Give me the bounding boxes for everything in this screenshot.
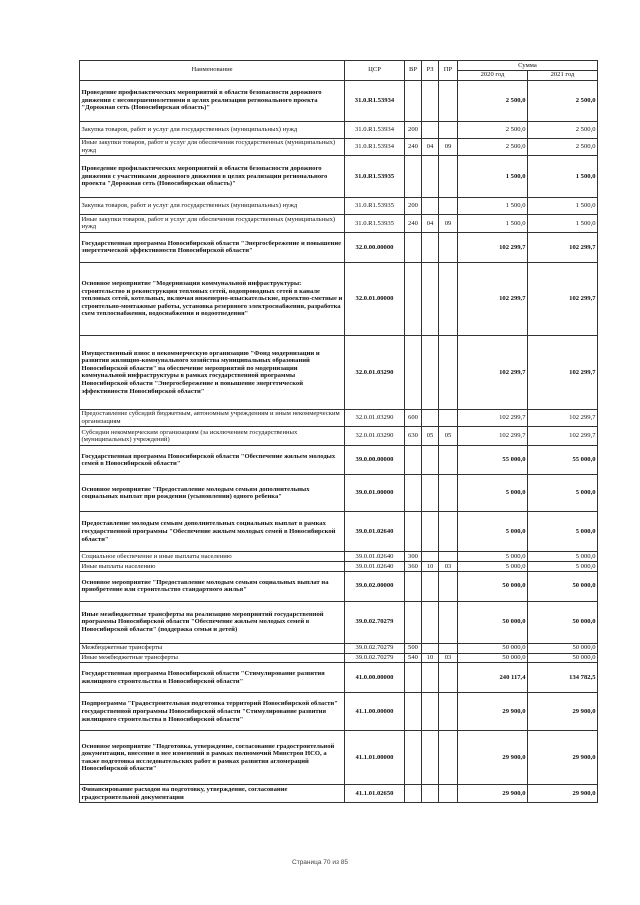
cell-vr xyxy=(405,731,422,785)
cell-sum-2020: 5 000,0 xyxy=(458,475,528,512)
cell-vr xyxy=(405,446,422,475)
cell-sum-2020: 29 900,0 xyxy=(458,731,528,785)
cell-rz xyxy=(422,197,439,214)
cell-name: Имущественный взнос в некоммерческую организацию "Фонд модернизации и развития жилищно-коммунального хозяйства муниципальных образований Новосибирской области" на обеспечение мероприятий по модернизации коммунальной инфраструктуры в рамках государственной программы Новосибирской области "Энергосбережение и повышение энергетической эффективности Новосибирской области" xyxy=(80,335,345,409)
cell-sum-2021: 29 900,0 xyxy=(528,693,598,731)
cell-csr: 41.1.00.00000 xyxy=(345,693,405,731)
cell-vr xyxy=(405,663,422,693)
cell-sum-2021: 102 299,7 xyxy=(528,335,598,409)
table-row xyxy=(80,731,598,785)
cell-pr xyxy=(439,512,458,552)
cell-vr xyxy=(405,335,422,409)
cell-sum-2021: 50 000,0 xyxy=(528,653,598,663)
cell-vr: 600 xyxy=(405,409,422,426)
cell-pr xyxy=(439,571,458,601)
cell-name: Проведение профилактических мероприятий в области безопасности дорожного движения с несовершеннолетними в целях реализации регионального проекта "Дорожная сеть (Новосибирская область)" xyxy=(80,80,345,121)
cell-name: Субсидии некоммерческим организациям (за исключением государственных (муниципальных) учреждений) xyxy=(80,427,345,446)
cell-name: Социальное обеспечение и иные выплаты населению xyxy=(80,552,345,562)
cell-csr: 32.0.01.03290 xyxy=(345,409,405,426)
cell-name: Закупка товаров, работ и услуг для государственных (муниципальных) нужд xyxy=(80,121,345,138)
table-row xyxy=(80,552,598,562)
cell-rz xyxy=(422,446,439,475)
table-row xyxy=(80,409,598,426)
cell-pr xyxy=(439,731,458,785)
table-row xyxy=(80,571,598,601)
cell-rz xyxy=(422,335,439,409)
cell-pr xyxy=(439,232,458,262)
table-row xyxy=(80,335,598,409)
cell-csr: 31.0.R1.53934 xyxy=(345,138,405,155)
cell-sum-2020: 50 000,0 xyxy=(458,643,528,653)
cell-sum-2021: 50 000,0 xyxy=(528,571,598,601)
cell-sum-2020: 240 117,4 xyxy=(458,663,528,693)
cell-csr: 32.0.01.03290 xyxy=(345,427,405,446)
cell-vr xyxy=(405,80,422,121)
cell-vr xyxy=(405,512,422,552)
cell-name: Государственная программа Новосибирской области "Стимулирование развития жилищного строительства в Новосибирской области" xyxy=(80,663,345,693)
cell-sum-2021: 29 900,0 xyxy=(528,731,598,785)
cell-csr: 39.0.01.00000 xyxy=(345,475,405,512)
cell-name: Государственная программа Новосибирской области "Энергосбережение и повышение энергетической эффективности Новосибирской области" xyxy=(80,232,345,262)
cell-sum-2020: 55 000,0 xyxy=(458,446,528,475)
header-name: Наименование xyxy=(80,61,345,81)
cell-pr xyxy=(439,446,458,475)
cell-name: Проведение профилактических мероприятий в области безопасности дорожного движения с участниками дорожного движения в целях реализации регионального проекта "Дорожная сеть (Новосибирская область)" xyxy=(80,155,345,197)
table-row xyxy=(80,197,598,214)
cell-sum-2021: 50 000,0 xyxy=(528,643,598,653)
cell-sum-2020: 2 500,0 xyxy=(458,138,528,155)
cell-sum-2021: 1 500,0 xyxy=(528,214,598,232)
cell-csr: 31.0.R1.53934 xyxy=(345,121,405,138)
cell-rz: 04 xyxy=(422,214,439,232)
header-vr: ВР xyxy=(405,61,422,81)
cell-name: Иные закупки товаров, работ и услуг для обеспечения государственных (муниципальных) нужд xyxy=(80,138,345,155)
cell-rz xyxy=(422,785,439,803)
page-footer: Страница 70 из 85 xyxy=(292,859,348,866)
cell-rz xyxy=(422,232,439,262)
cell-pr xyxy=(439,121,458,138)
table-row xyxy=(80,601,598,643)
table-row xyxy=(80,653,598,663)
cell-rz: 04 xyxy=(422,138,439,155)
cell-vr xyxy=(405,262,422,335)
cell-pr xyxy=(439,785,458,803)
cell-csr: 39.0.02.70279 xyxy=(345,601,405,643)
cell-sum-2021: 102 299,7 xyxy=(528,409,598,426)
header-rz: РЗ xyxy=(422,61,439,81)
cell-csr: 39.0.02.70279 xyxy=(345,643,405,653)
cell-sum-2020: 50 000,0 xyxy=(458,653,528,663)
cell-pr: 03 xyxy=(439,653,458,663)
cell-pr xyxy=(439,475,458,512)
cell-name: Иные закупки товаров, работ и услуг для обеспечения государственных (муниципальных) нужд xyxy=(80,214,345,232)
cell-vr: 630 xyxy=(405,427,422,446)
cell-vr xyxy=(405,155,422,197)
table-row xyxy=(80,121,598,138)
cell-name: Основное мероприятие "Модернизация коммунальной инфраструктуры: строительство и реконструкция тепловых сетей, водопроводных сетей в канале тепловых сетей, котельных, включая инженерно-изыскательские, проектно-сметные и строительно-монтажные работы, установка резервного электроснабжения, разработка схем теплоснабжения, водоснабжения и водоотведения" xyxy=(80,262,345,335)
cell-vr xyxy=(405,232,422,262)
table-header xyxy=(80,61,598,81)
cell-pr xyxy=(439,409,458,426)
cell-pr xyxy=(439,197,458,214)
cell-vr: 540 xyxy=(405,653,422,663)
cell-vr: 360 xyxy=(405,561,422,571)
cell-rz: 05 xyxy=(422,427,439,446)
cell-rz xyxy=(422,663,439,693)
cell-vr xyxy=(405,571,422,601)
cell-sum-2021: 1 500,0 xyxy=(528,197,598,214)
cell-rz xyxy=(422,693,439,731)
cell-csr: 39.0.02.00000 xyxy=(345,571,405,601)
cell-pr xyxy=(439,335,458,409)
cell-rz xyxy=(422,475,439,512)
table-body xyxy=(80,80,598,803)
table-row xyxy=(80,80,598,121)
budget-table xyxy=(79,60,598,803)
cell-sum-2021: 5 000,0 xyxy=(528,475,598,512)
cell-vr: 300 xyxy=(405,552,422,562)
cell-rz xyxy=(422,552,439,562)
cell-rz xyxy=(422,643,439,653)
cell-csr: 31.0.R1.53935 xyxy=(345,197,405,214)
cell-name: Иные межбюджетные трансферты на реализацию мероприятий государственной программы Новосибирской области "Обеспечение жильем молодых семей в Новосибирской области" (поддержка семьи и детей) xyxy=(80,601,345,643)
cell-sum-2020: 102 299,7 xyxy=(458,427,528,446)
cell-sum-2020: 102 299,7 xyxy=(458,262,528,335)
cell-vr xyxy=(405,693,422,731)
table-row xyxy=(80,785,598,803)
cell-name: Основное мероприятие "Подготовка, утверждение, согласование градостроительной документации, внесение в нее изменений в рамках полномочий Минстроя НСО, а также подготовка исследовательских работ в рамках развития агломераций Новосибирской области" xyxy=(80,731,345,785)
cell-pr: 03 xyxy=(439,561,458,571)
table-row xyxy=(80,475,598,512)
cell-name: Иные выплаты населению xyxy=(80,561,345,571)
cell-name: Финансирование расходов на подготовку, утверждение, согласование градостроительной документации xyxy=(80,785,345,803)
cell-sum-2020: 2 500,0 xyxy=(458,80,528,121)
cell-csr: 32.0.00.00000 xyxy=(345,232,405,262)
cell-pr xyxy=(439,643,458,653)
cell-sum-2020: 1 500,0 xyxy=(458,214,528,232)
cell-csr: 41.1.01.00000 xyxy=(345,731,405,785)
cell-vr xyxy=(405,601,422,643)
table-row xyxy=(80,693,598,731)
table-row xyxy=(80,262,598,335)
cell-csr: 39.0.01.02640 xyxy=(345,552,405,562)
cell-sum-2021: 2 500,0 xyxy=(528,80,598,121)
cell-sum-2021: 5 000,0 xyxy=(528,561,598,571)
cell-csr: 31.0.R1.53935 xyxy=(345,155,405,197)
cell-vr: 240 xyxy=(405,214,422,232)
cell-rz xyxy=(422,601,439,643)
cell-sum-2021: 1 500,0 xyxy=(528,155,598,197)
cell-sum-2020: 5 000,0 xyxy=(458,552,528,562)
cell-pr xyxy=(439,693,458,731)
cell-pr: 09 xyxy=(439,214,458,232)
cell-sum-2020: 102 299,7 xyxy=(458,409,528,426)
cell-sum-2020: 2 500,0 xyxy=(458,121,528,138)
header-2020: 2020 год xyxy=(458,70,528,80)
cell-name: Предоставление молодым семьям дополнительных социальных выплат в рамках государственной программы "Обеспечение жильем молодых семей в Новосибирской области" xyxy=(80,512,345,552)
cell-pr xyxy=(439,552,458,562)
cell-vr: 500 xyxy=(405,643,422,653)
cell-name: Иные межбюджетные трансферты xyxy=(80,653,345,663)
cell-rz xyxy=(422,155,439,197)
cell-csr: 39.0.02.70279 xyxy=(345,653,405,663)
cell-sum-2020: 29 900,0 xyxy=(458,785,528,803)
cell-name: Основное мероприятие "Предоставление молодым семьям дополнительных социальных выплат при рождении (усыновлении) одного ребенка" xyxy=(80,475,345,512)
cell-pr xyxy=(439,80,458,121)
cell-sum-2020: 5 000,0 xyxy=(458,512,528,552)
cell-sum-2021: 102 299,7 xyxy=(528,232,598,262)
cell-rz xyxy=(422,731,439,785)
cell-sum-2020: 50 000,0 xyxy=(458,601,528,643)
cell-vr: 200 xyxy=(405,197,422,214)
cell-name: Предоставление субсидий бюджетным, автономным учреждениям и иным некоммерческим организациям xyxy=(80,409,345,426)
cell-sum-2020: 102 299,7 xyxy=(458,335,528,409)
cell-csr: 32.0.01.03290 xyxy=(345,335,405,409)
header-csr: ЦСР xyxy=(345,61,405,81)
cell-sum-2020: 50 000,0 xyxy=(458,571,528,601)
cell-pr xyxy=(439,262,458,335)
cell-rz xyxy=(422,571,439,601)
cell-pr: 09 xyxy=(439,138,458,155)
cell-sum-2021: 55 000,0 xyxy=(528,446,598,475)
cell-csr: 41.1.01.02650 xyxy=(345,785,405,803)
cell-sum-2021: 5 000,0 xyxy=(528,552,598,562)
table-row xyxy=(80,214,598,232)
cell-vr xyxy=(405,475,422,512)
cell-csr: 39.0.01.02640 xyxy=(345,512,405,552)
header-sum: Сумма xyxy=(458,61,598,71)
cell-pr xyxy=(439,601,458,643)
cell-sum-2020: 5 000,0 xyxy=(458,561,528,571)
table-row xyxy=(80,427,598,446)
cell-sum-2021: 5 000,0 xyxy=(528,512,598,552)
cell-rz: 10 xyxy=(422,653,439,663)
cell-sum-2021: 2 500,0 xyxy=(528,138,598,155)
cell-csr: 39.0.00.00000 xyxy=(345,446,405,475)
cell-vr: 200 xyxy=(405,121,422,138)
cell-sum-2021: 134 782,5 xyxy=(528,663,598,693)
table-row xyxy=(80,232,598,262)
cell-sum-2020: 1 500,0 xyxy=(458,155,528,197)
table-row xyxy=(80,138,598,155)
header-pr: ПР xyxy=(439,61,458,81)
cell-csr: 41.0.00.00000 xyxy=(345,663,405,693)
cell-rz xyxy=(422,262,439,335)
cell-vr xyxy=(405,785,422,803)
cell-name: Государственная программа Новосибирской области "Обеспечение жильем молодых семей в Новосибирской области" xyxy=(80,446,345,475)
cell-name: Основное мероприятие "Предоставление молодым семьям социальных выплат на приобретение или строительство стандартного жилья" xyxy=(80,571,345,601)
cell-rz: 10 xyxy=(422,561,439,571)
cell-sum-2021: 29 900,0 xyxy=(528,785,598,803)
cell-csr: 31.0.R1.53935 xyxy=(345,214,405,232)
cell-sum-2021: 102 299,7 xyxy=(528,262,598,335)
cell-sum-2021: 50 000,0 xyxy=(528,601,598,643)
cell-rz xyxy=(422,512,439,552)
cell-sum-2020: 1 500,0 xyxy=(458,197,528,214)
table-row xyxy=(80,643,598,653)
cell-rz xyxy=(422,409,439,426)
table-row xyxy=(80,446,598,475)
cell-sum-2020: 29 900,0 xyxy=(458,693,528,731)
table-row xyxy=(80,663,598,693)
cell-rz xyxy=(422,80,439,121)
cell-csr: 31.0.R1.53934 xyxy=(345,80,405,121)
cell-csr: 32.0.01.00000 xyxy=(345,262,405,335)
table-row xyxy=(80,512,598,552)
cell-name: Межбюджетные трансферты xyxy=(80,643,345,653)
cell-sum-2021: 102 299,7 xyxy=(528,427,598,446)
cell-rz xyxy=(422,121,439,138)
cell-name: Подпрограмма "Градостроительная подготовка территорий Новосибирской области" государственной программы Новосибирской области "Стимулирование развития жилищного строительства в Новосибирской области" xyxy=(80,693,345,731)
cell-pr xyxy=(439,663,458,693)
cell-pr xyxy=(439,155,458,197)
table-row xyxy=(80,155,598,197)
header-2021: 2021 год xyxy=(528,70,598,80)
cell-sum-2021: 2 500,0 xyxy=(528,121,598,138)
cell-vr: 240 xyxy=(405,138,422,155)
cell-name: Закупка товаров, работ и услуг для государственных (муниципальных) нужд xyxy=(80,197,345,214)
cell-csr: 39.0.01.02640 xyxy=(345,561,405,571)
cell-sum-2020: 102 299,7 xyxy=(458,232,528,262)
table-row xyxy=(80,561,598,571)
cell-pr: 05 xyxy=(439,427,458,446)
